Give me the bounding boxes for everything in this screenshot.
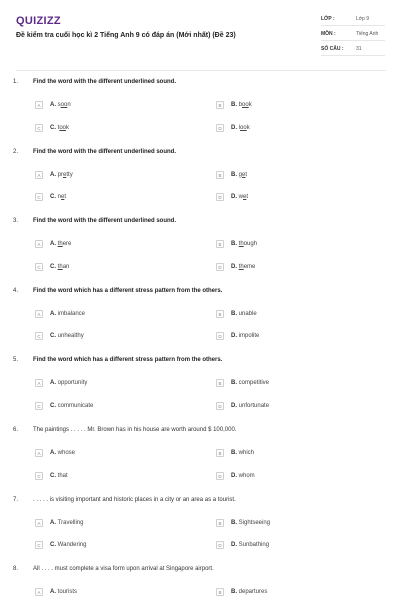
underlined-part: th — [57, 241, 63, 248]
option-letter-box[interactable]: D — [216, 402, 224, 410]
question-text: Find the word which has a different stress pattern from the others. — [33, 287, 223, 294]
underlined-part: e — [243, 194, 247, 201]
option-letter-box[interactable]: C — [35, 124, 43, 132]
option-letter: C. — [50, 333, 58, 340]
option-letter: D. — [231, 542, 239, 549]
option-text: C. than — [50, 263, 70, 270]
option-text: C. Wandering — [50, 542, 87, 549]
meta-divider — [321, 25, 385, 26]
option-letter-box[interactable]: C — [35, 263, 43, 271]
option-text: D. whom — [231, 472, 255, 479]
meta-count-label: SỐ CÂU : — [321, 46, 344, 52]
option-letter: C. — [50, 263, 58, 270]
meta-count-value: 31 — [356, 46, 362, 52]
meta-grade-value: Lớp 9 — [356, 16, 370, 22]
question-text: . . . . . is visiting important and historic places in a city or an area as a tourist. — [33, 496, 236, 503]
option-letter-box[interactable]: A — [35, 449, 43, 457]
meta-subject-label: MÔN : — [321, 31, 336, 37]
option-text: D. wet — [231, 194, 249, 201]
underlined-part: e — [61, 194, 65, 201]
option-text: B. get — [231, 171, 248, 178]
option-letter: D. — [231, 263, 239, 270]
underlined-part: th — [57, 263, 63, 270]
underlined-part: oo — [59, 124, 67, 131]
question-text: All . . . . must complete a visa form upon arrival at Singapore airport. — [33, 566, 214, 573]
option-text: A. imbalance — [50, 310, 86, 317]
question-number: 7. — [13, 496, 19, 503]
option-letter: A. — [50, 450, 58, 456]
option-letter-box[interactable]: C — [35, 472, 43, 480]
option-letter: C. — [50, 194, 58, 201]
option-letter-box[interactable]: D — [216, 332, 224, 340]
option-letter-box[interactable]: A — [35, 310, 43, 318]
page-title: Đề kiểm tra cuối học kì 2 Tiếng Anh 9 có đáp án (Mới nhất) (Đề 23) — [16, 32, 236, 39]
underlined-part: th — [238, 263, 244, 270]
question-number: 3. — [13, 218, 19, 225]
option-letter: B. — [231, 310, 239, 317]
option-letter: A. — [50, 102, 58, 108]
meta-grade-label: LỚP : — [321, 16, 335, 22]
option-text: B. competitive — [231, 380, 270, 387]
option-letter-box[interactable]: A — [35, 240, 43, 248]
option-letter: B. — [231, 102, 239, 108]
option-letter-box[interactable]: B — [216, 588, 224, 596]
option-letter: A. — [50, 171, 58, 178]
option-letter: D. — [231, 124, 239, 131]
option-letter: B. — [231, 450, 239, 456]
option-letter: B. — [231, 171, 239, 178]
option-letter-box[interactable]: C — [35, 332, 43, 340]
option-letter: B. — [231, 241, 239, 248]
option-letter: D. — [231, 402, 239, 409]
option-text: D. Sunbathing — [231, 542, 270, 549]
option-letter: C. — [50, 542, 58, 549]
option-text: C. net — [50, 194, 67, 201]
meta-divider — [321, 55, 385, 56]
question-number: 4. — [13, 287, 19, 294]
option-letter-box[interactable]: C — [35, 541, 43, 549]
option-letter-box[interactable]: D — [216, 541, 224, 549]
option-letter-box[interactable]: B — [216, 240, 224, 248]
option-text: B. book — [231, 102, 252, 108]
question-text: Find the word with the different underlined sound. — [33, 79, 176, 85]
option-text: A. soon — [50, 102, 71, 108]
option-letter: C. — [50, 402, 58, 409]
underlined-part: oo — [60, 102, 68, 108]
option-text: A. there — [50, 241, 72, 248]
option-text: C. that — [50, 472, 68, 479]
option-text: D. unfortunate — [231, 402, 270, 409]
underlined-part: oo — [240, 124, 247, 131]
option-letter: B. — [231, 380, 239, 387]
option-letter-box[interactable]: D — [216, 193, 224, 201]
option-text: D. theme — [231, 263, 256, 270]
underlined-part: oo — [242, 102, 249, 108]
option-letter-box[interactable]: A — [35, 588, 43, 596]
option-letter: A. — [50, 380, 58, 387]
option-letter: A. — [50, 519, 58, 526]
option-text: D. look — [231, 124, 250, 131]
question-number: 8. — [13, 566, 19, 573]
question-number: 2. — [13, 148, 19, 155]
option-text: D. impolite — [231, 333, 260, 340]
option-text: A. whose — [50, 450, 76, 456]
option-text: A. opportunity — [50, 380, 88, 387]
option-letter: C. — [50, 472, 58, 479]
option-text: B. though — [231, 241, 258, 248]
option-text: C. unhealthy — [50, 333, 84, 340]
question-number: 5. — [13, 357, 19, 364]
option-text: A. tourists — [50, 589, 78, 596]
option-letter-box[interactable]: C — [35, 402, 43, 410]
option-text: B. departures — [231, 589, 268, 596]
meta-subject-value: Tiếng Anh — [356, 31, 379, 37]
option-letter-box[interactable]: D — [216, 472, 224, 480]
question-number: 6. — [13, 427, 19, 433]
option-letter: D. — [231, 194, 239, 201]
option-letter: A. — [50, 241, 58, 248]
option-letter: A. — [50, 310, 58, 317]
question-text: Find the word with the different underlined sound. — [33, 148, 176, 155]
option-letter-box[interactable]: A — [35, 171, 43, 179]
quizizz-logo: QUIZIZZ — [16, 15, 61, 27]
option-letter: D. — [231, 333, 239, 340]
option-letter-box[interactable]: B — [216, 310, 224, 318]
option-letter-box[interactable]: B — [216, 101, 224, 109]
option-letter-box[interactable]: B — [216, 171, 224, 179]
option-letter-box[interactable]: A — [35, 101, 43, 109]
header-divider — [16, 70, 386, 71]
question-text: The paintings . . . . . Mr. Brown has in his house are worth around $ 100,000. — [33, 427, 237, 433]
underlined-part: e — [242, 171, 246, 178]
underlined-part: e — [63, 171, 67, 178]
option-letter: A. — [50, 589, 58, 596]
option-text: C. took — [50, 124, 70, 131]
option-letter-box[interactable]: B — [216, 519, 224, 527]
option-letter-box[interactable]: B — [216, 379, 224, 387]
option-letter: C. — [50, 124, 58, 131]
option-text: C. communicate — [50, 402, 94, 409]
option-text: A. pretty — [50, 171, 73, 178]
option-letter-box[interactable]: A — [35, 519, 43, 527]
option-letter-box[interactable]: D — [216, 124, 224, 132]
option-text: B. which — [231, 450, 255, 456]
option-letter-box[interactable]: D — [216, 263, 224, 271]
question-number: 1. — [13, 79, 19, 85]
option-letter: B. — [231, 519, 239, 526]
question-text: Find the word which has a different stress pattern from the others. — [33, 357, 223, 364]
meta-divider — [321, 40, 385, 41]
option-text: A. Travelling — [50, 519, 84, 526]
option-letter-box[interactable]: B — [216, 449, 224, 457]
underlined-part: th — [238, 241, 244, 248]
option-letter: B. — [231, 589, 239, 596]
question-text: Find the word with the different underlined sound. — [33, 218, 176, 225]
option-text: B. unable — [231, 310, 257, 317]
option-text: B. Sightseeing — [231, 519, 271, 526]
option-letter-box[interactable]: C — [35, 193, 43, 201]
option-letter: D. — [231, 472, 239, 479]
option-letter-box[interactable]: A — [35, 379, 43, 387]
